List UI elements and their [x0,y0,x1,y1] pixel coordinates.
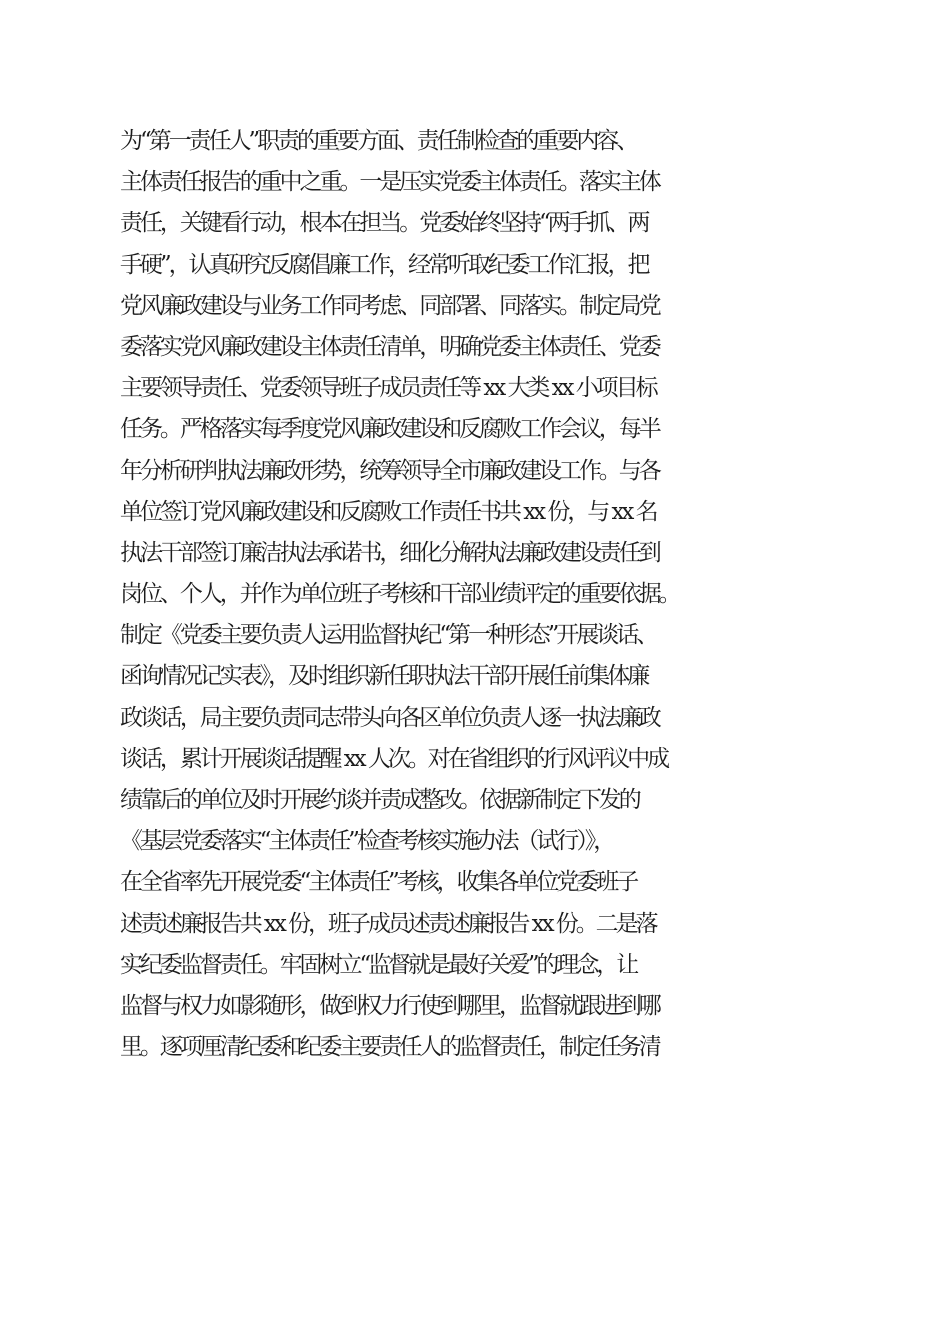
body-text [120,121,840,1068]
text-line: 委落实党风廉政建设主体责任清单，明确党委主体责任、党委 [120,333,659,360]
text-line: 谈话，累计开展谈话提醒 xx 人次。对在省组织的行风评议中成 [120,745,668,772]
text-line: 年分析研判执法廉政形势，统筹领导全市廉政建设工作。与各 [120,457,659,484]
text-line: 为“第一责任人”职责的重要方面、责任制检查的重要内容、 [120,128,637,154]
text-line: 绩靠后的单位及时开展约谈并责成整改。依据新制定下发的 [120,787,639,813]
text-line: 监督与权力如影随形，做到权力行使到哪里，监督就跟进到哪 [120,992,659,1019]
text-line: 手硬”，认真研究反腐倡廉工作，经常听取纪委工作汇报，把 [120,251,648,278]
text-line: 制定《党委主要负责人运用监督执纪“第一种形态”开展谈话、 [120,622,657,649]
text-line: 任务。严格落实每季度党风廉政建设和反腐败工作会议，每半 [120,416,659,443]
text-line: 主要领导责任、党委领导班子成员责任等 xx 大类 xx 小项目标 [120,375,656,402]
text-line: 政谈话，局主要负责同志带头向各区单位负责人逐一执法廉政 [120,704,659,731]
text-line: 主体责任报告的重中之重。一是压实党委主体责任。落实主体 [120,169,659,196]
text-line: 执法干部签订廉洁执法承诺书，细化分解执法廉政建设责任到 [120,539,659,566]
text-line: 函询情况记实表》，及时组织新任职执法干部开展任前集体廉 [120,663,648,690]
text-line: 党风廉政建设与业务工作同考虑、同部署、同落实。制定局党 [120,292,659,319]
text-line: 里。逐项厘清纪委和纪委主要责任人的监督责任，制定任务清 [120,1034,659,1061]
text-line: 责任，关键看行动，根本在担当。党委始终坚持“两手抓、两 [120,210,648,237]
text-line: 《基层党委落实“主体责任”检查考核实施办法（试行）》， [120,828,614,855]
text-line: 单位签订党风廉政建设和反腐败工作责任书共 xx 份，与 xx 名 [120,498,656,525]
text-line: 述责述廉报告共 xx 份，班子成员述责述廉报告 xx 份。二是落 [120,910,656,937]
text-line: 在全省率先开展党委“主体责任”考核，收集各单位党委班子 [120,869,637,896]
text-line: 岗位、个人，并作为单位班子考核和干部业绩评定的重要依据。 [120,581,679,608]
text-line: 实纪委监督责任。牢固树立“监督就是最好关爱”的理念，让 [120,951,637,978]
